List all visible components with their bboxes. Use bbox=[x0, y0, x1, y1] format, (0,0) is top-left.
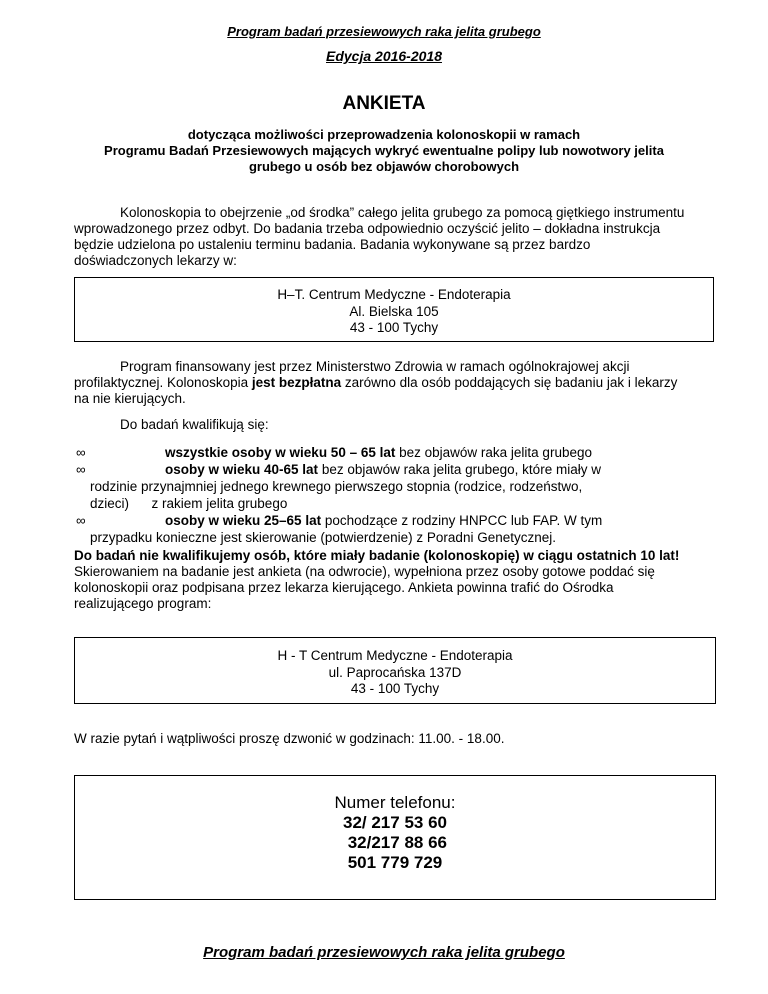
infinity-bullet-icon: ∞ bbox=[76, 513, 86, 528]
referral-line: Skierowaniem na badanie jest ankieta (na odwrocie), wypełniona przez osoby gotowe poddać się bbox=[74, 564, 655, 579]
bullet-bold: osoby w wieku 25–65 lat bbox=[165, 513, 322, 528]
infinity-bullet-icon: ∞ bbox=[76, 462, 86, 477]
free-of-charge-text: jest bezpłatna bbox=[251, 375, 342, 390]
bullet-text: pochodzące z rodziny HNPCC lub FAP. W tym bbox=[321, 513, 603, 528]
exclusion-text: Do badań nie kwalifikujemy osób, które miały badanie (kolonoskopię) w ciągu ostatnich 10 lat! bbox=[74, 548, 680, 563]
list-item bbox=[76, 461, 716, 478]
center1-name: H–T. Centrum Medyczne - Endoterapia bbox=[277, 287, 511, 302]
intro-line: będzie udzielona po ustaleniu terminu badania. Badania wykonywane są przez bardzo bbox=[74, 237, 591, 252]
center2-name: H - T Centrum Medyczne - Endoterapia bbox=[277, 648, 513, 663]
intro-line: Kolonoskopia to obejrzenie „od środka” całego jelita grubego za pomocą giętkiego instrumentu bbox=[120, 205, 685, 220]
intro-paragraph bbox=[74, 205, 714, 269]
referral-line: kolonoskopii oraz podpisana przez lekarza kierującego. Ankieta powinna trafić do Ośrodka bbox=[74, 580, 614, 595]
phone-label: Numer telefonu: bbox=[334, 793, 456, 812]
bullet-text: bez objawów raka jelita grubego bbox=[395, 445, 592, 460]
subtitle-line: dotycząca możliwości przeprowadzenia kolonoskopii w ramach bbox=[187, 127, 581, 142]
qualification-list bbox=[76, 444, 716, 546]
list-item bbox=[76, 444, 716, 461]
bullet-bold: wszystkie osoby w wieku 50 – 65 lat bbox=[165, 445, 396, 460]
subtitle-line: grubego u osób bez objawów chorobowych bbox=[248, 159, 520, 174]
center1-city: 43 - 100 Tychy bbox=[349, 320, 439, 335]
intro-line: wprowadzonego przez odbyt. Do badania trzeba odpowiednio oczyścić jelito – dokładna instrukcja bbox=[74, 221, 661, 236]
center1-address-box bbox=[74, 277, 714, 342]
exclusion-notice bbox=[74, 548, 734, 564]
bullet-continuation: rodzinie przynajmniej jednego krewnego pierwszego stopnia (rodzice, rodzeństwo, bbox=[90, 479, 583, 494]
financing-line bbox=[74, 375, 714, 391]
referral-line: realizującego program: bbox=[74, 596, 212, 611]
bullet-bold: osoby w wieku 40-65 lat bbox=[165, 462, 319, 477]
financing-text: zarówno dla osób poddających się badaniu jak i lekarzy bbox=[341, 375, 678, 390]
subtitle-line: Programu Badań Przesiewowych mających wykryć ewentualne polipy lub nowotwory jelita bbox=[104, 143, 664, 158]
phone-number: 501 779 729 bbox=[347, 853, 443, 872]
list-item bbox=[76, 512, 716, 529]
header-program-title: Program badań przesiewowych raka jelita grubego bbox=[227, 24, 541, 39]
infinity-bullet-icon: ∞ bbox=[76, 445, 86, 460]
bullet-continuation: przypadku konieczne jest skierowanie (potwierdzenie) z Poradni Genetycznej. bbox=[90, 530, 556, 545]
financing-line: na nie kierujących. bbox=[74, 391, 186, 406]
page-title: ANKIETA bbox=[342, 93, 426, 114]
phone-box bbox=[74, 775, 716, 900]
footer-program-title: Program badań przesiewowych raka jelita grubego bbox=[203, 944, 565, 961]
financing-paragraph bbox=[74, 359, 714, 407]
qualify-intro: Do badań kwalifikują się: bbox=[120, 417, 269, 432]
questions-text: W razie pytań i wątpliwości proszę dzwonić w godzinach: 11.00. - 18.00. bbox=[74, 731, 505, 746]
center2-city: 43 - 100 Tychy bbox=[350, 681, 440, 696]
phone-number: 32/ 217 53 60 bbox=[343, 813, 447, 832]
phone-number: 32/217 88 66 bbox=[343, 833, 447, 852]
bullet-text: bez objawów raka jelita grubego, które miały w bbox=[318, 462, 601, 477]
subtitle bbox=[70, 127, 698, 175]
bullet-continuation: dzieci) z rakiem jelita grubego bbox=[90, 496, 288, 511]
financing-text: profilaktycznej. Kolonoskopia bbox=[74, 375, 252, 390]
center2-street: ul. Paprocańska 137D bbox=[328, 664, 462, 680]
header-edition: Edycja 2016-2018 bbox=[326, 48, 442, 64]
center2-address-box bbox=[74, 637, 716, 704]
center1-street: Al. Bielska 105 bbox=[349, 303, 439, 319]
financing-line: Program finansowany jest przez Ministerstwo Zdrowia w ramach ogólnokrajowej akcji bbox=[120, 359, 630, 374]
referral-paragraph bbox=[74, 564, 714, 612]
intro-line: doświadczonych lekarzy w: bbox=[74, 253, 237, 268]
